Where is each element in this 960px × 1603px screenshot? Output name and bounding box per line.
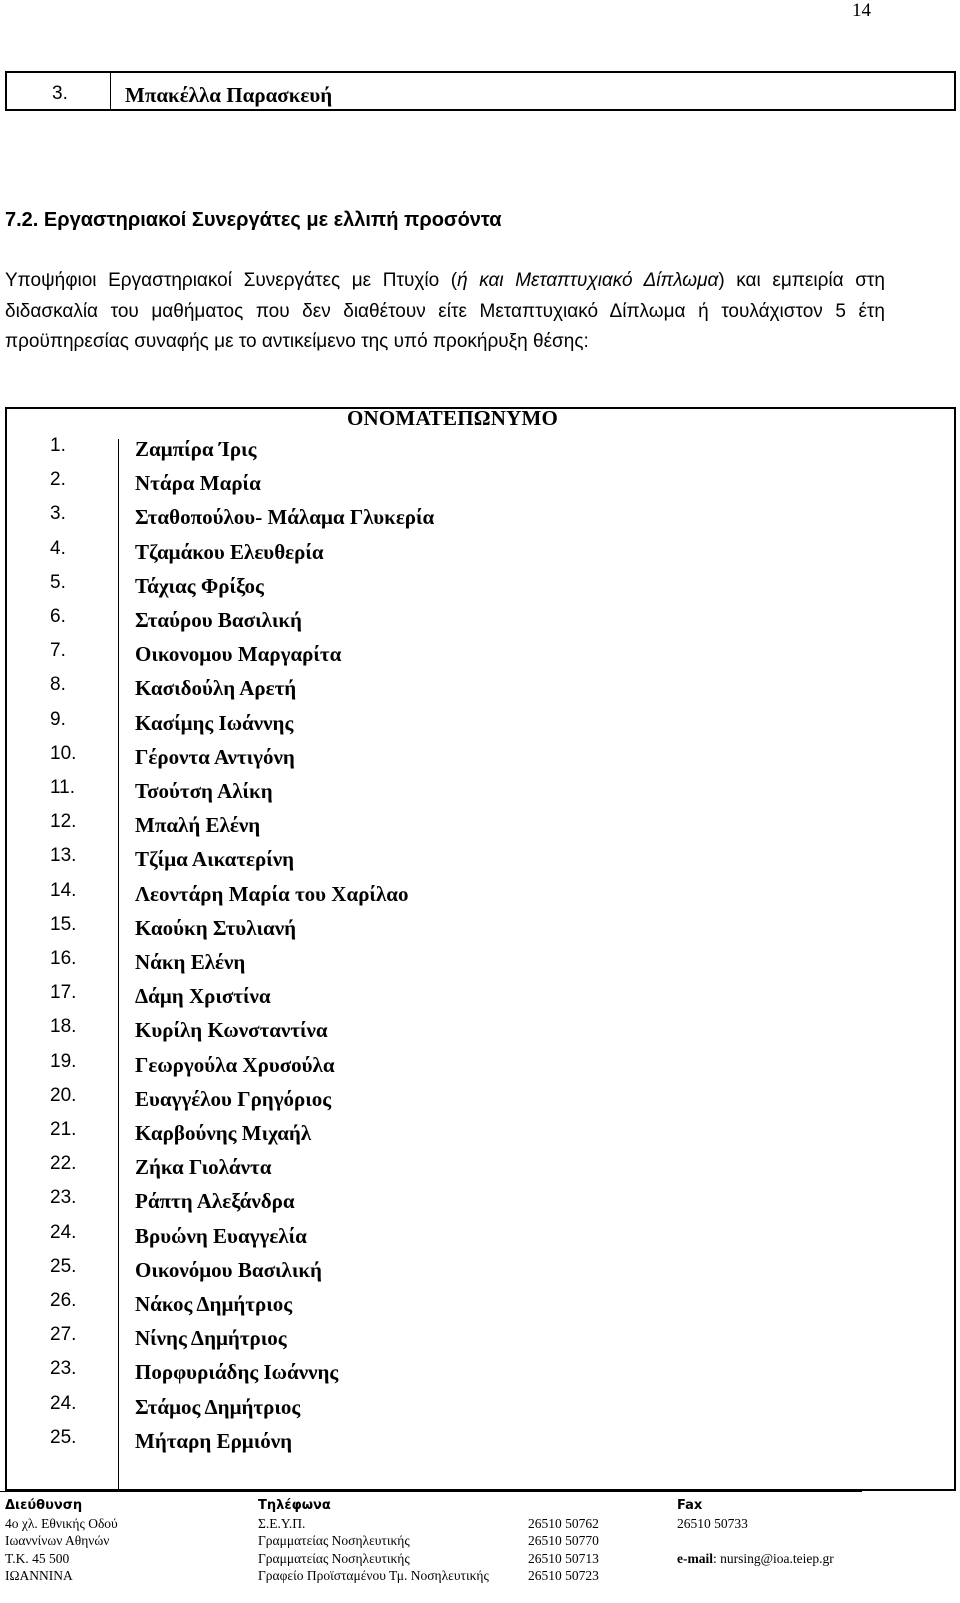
table-row [7, 1290, 954, 1324]
row-number: 9. [50, 708, 66, 730]
row-number: 12. [50, 811, 77, 833]
row-number: 18. [50, 1016, 77, 1038]
row-number: 16. [50, 948, 77, 969]
table-row [7, 880, 954, 914]
row-number: 7. [50, 640, 66, 662]
top-row-name: Μπακέλλα Παρασκευή [125, 83, 333, 107]
row-name: Καούκη Στυλιανή [135, 915, 297, 940]
row-number: 5. [50, 571, 66, 593]
row-name: Τάχιας Φρίξος [135, 573, 264, 598]
table-row [7, 469, 954, 503]
section-title: 7.2. Εργαστηριακοί Συνεργάτες με ελλιπή προσόντα [5, 209, 502, 231]
row-number: 14. [50, 879, 77, 901]
footer-phone-number: 26510 50762 [528, 1515, 599, 1531]
row-number: 3. [50, 503, 66, 525]
row-name: Γέροντα Αντιγόνη [135, 744, 295, 769]
row-name: Νάκος Δημήτριος [135, 1292, 293, 1316]
table-row [7, 572, 954, 606]
row-number: 22. [50, 1153, 77, 1175]
footer-phone-number: 26510 50713 [528, 1550, 599, 1566]
footer-address [5, 1497, 118, 1585]
row-number: 13. [50, 845, 77, 867]
row-name: Βρυώνη Ευαγγελία [135, 1223, 307, 1248]
row-name: Γεωργούλα Χρυσούλα [135, 1052, 335, 1077]
row-name: Οικονομου Μαργαρίτα [135, 642, 342, 667]
footer-address-line: 4ο χλ. Εθνικής Οδού [5, 1515, 118, 1531]
footer-fax-heading: Fax [677, 1498, 703, 1513]
names-table [5, 407, 956, 1491]
footer-email [677, 1550, 834, 1568]
footer-address-line: ΙΩΑΝΝΙΝΑ [5, 1568, 73, 1583]
footer-address-line: Τ.Κ. 45 500 [5, 1550, 70, 1566]
row-number: 23. [50, 1187, 77, 1209]
row-name: Ράπτη Αλεξάνδρα [135, 1189, 295, 1214]
footer-phone-number: 26510 50723 [528, 1568, 599, 1583]
table-row [7, 914, 954, 948]
table-row [7, 1187, 954, 1221]
table-row [7, 743, 954, 777]
row-number: 23. [50, 1358, 77, 1380]
table-row [7, 1222, 954, 1256]
table-row [7, 503, 954, 537]
footer-fax [677, 1497, 834, 1567]
row-number: 10. [50, 742, 77, 764]
row-number: 20. [50, 1084, 77, 1106]
row-name: Ευαγγέλου Γρηγόριος [135, 1086, 332, 1111]
row-name: Τζαμάκου Ελευθερία [135, 539, 324, 564]
table-row [7, 640, 954, 674]
row-name: Οικονόμου Βασιλική [135, 1257, 322, 1282]
top-table [5, 71, 956, 111]
row-name: Μήταρη Ερμιόνη [135, 1428, 293, 1453]
page-number: 14 [852, 0, 871, 21]
row-number: 24. [50, 1221, 77, 1243]
intro-italic: ή και Μεταπτυχιακό Δίπλωμα [457, 270, 719, 291]
footer-email-address: : nursing@ioa.teiep.gr [713, 1550, 834, 1566]
table-row [7, 1153, 954, 1187]
row-name: Σταύρου Βασιλική [135, 608, 302, 632]
row-name: Μπαλή Ελένη [135, 813, 261, 838]
row-number: 8. [50, 674, 66, 696]
intro-paragraph [5, 266, 885, 358]
table-row [7, 948, 954, 982]
row-name: Ζήκα Γιολάντα [135, 1155, 272, 1180]
footer-phone-label: Γραφείο Προϊσταμένου Τμ. Νοσηλευτικής [258, 1568, 489, 1583]
table-row [7, 982, 954, 1016]
table-row [7, 1051, 954, 1085]
row-number: 11. [50, 777, 76, 798]
footer-phones-heading: Τηλέφωνα [258, 1498, 331, 1513]
row-number: 27. [50, 1324, 77, 1346]
table-row [7, 1119, 954, 1153]
row-number: 1. [50, 435, 66, 456]
table-row [7, 1085, 954, 1119]
footer-fax-number: 26510 50733 [677, 1515, 748, 1531]
row-number: 21. [50, 1119, 77, 1140]
intro-text-2: ) και εμπειρία στη διδασκαλία του μαθήματος που δεν διαθέτουν είτε Μεταπτυχιακό Δίπλωμα ή τουλάχιστον 5 έτη προϋπηρεσίας συναφής με το αντικείμενο της υπό προκήρυξη θέσης: [5, 270, 886, 352]
footer-phone-label: Σ.Ε.Υ.Π. [258, 1515, 306, 1531]
table-row [7, 709, 954, 743]
table-row [7, 606, 954, 640]
row-number: 15. [50, 913, 77, 935]
row-number: 17. [50, 982, 77, 1004]
footer-address-line: Ιωαννίνων Αθηνών [5, 1533, 110, 1548]
row-name: Νίνης Δημήτριος [135, 1326, 287, 1351]
footer-address-heading: Διεύθυνση [5, 1498, 83, 1513]
table-row [7, 1016, 954, 1050]
row-name: Κυρίλη Κωνσταντίνα [135, 1018, 328, 1043]
row-name: Σταθοπούλου- Μάλαμα Γλυκερία [135, 505, 435, 530]
row-number: 2. [50, 469, 66, 491]
footer-phone-numbers [528, 1497, 599, 1585]
row-name: Τζίμα Αικατερίνη [135, 847, 295, 872]
footer-rule [0, 1491, 862, 1492]
row-name: Καρβούνης Μιχαήλ [135, 1121, 312, 1145]
footer-phone-number: 26510 50770 [528, 1533, 599, 1548]
table-row [7, 1427, 954, 1461]
row-number: 4. [50, 537, 66, 559]
table-row [7, 1324, 954, 1358]
row-name: Τσούτση Αλίκη [135, 779, 273, 803]
intro-text-1: Υποψήφιοι Εργαστηριακοί Συνεργάτες με Πτυχίο ( [5, 270, 458, 291]
row-number: 19. [50, 1050, 77, 1072]
names-table-header: ΟΝΟΜΑΤΕΠΩΝΥΜΟ [347, 406, 559, 430]
table-row [7, 777, 954, 811]
row-name: Ντάρα Μαρία [135, 471, 261, 496]
row-number: 25. [50, 1426, 77, 1448]
table-row [7, 1256, 954, 1290]
table-row [7, 1358, 954, 1392]
table-row [7, 1393, 954, 1427]
row-name: Κασίμης Ιωάννης [135, 710, 294, 735]
table-divider [110, 73, 111, 109]
table-row [7, 538, 954, 572]
table-row [7, 811, 954, 845]
footer-phone-label: Γραμματείας Νοσηλευτικής [258, 1533, 410, 1548]
table-row [7, 435, 954, 469]
table-row [7, 674, 954, 708]
footer-email-label: e-mail [677, 1550, 713, 1566]
footer-phone-label: Γραμματείας Νοσηλευτικής [258, 1550, 410, 1566]
row-number: 25. [50, 1255, 77, 1277]
row-number: 24. [50, 1392, 77, 1414]
row-number: 26. [50, 1290, 77, 1311]
row-name: Λεοντάρη Μαρία του Χαρίλαο [135, 881, 409, 906]
table-row [7, 845, 954, 879]
row-name: Στάμος Δημήτριος [135, 1394, 301, 1419]
row-number: 6. [50, 606, 66, 627]
footer-phones [258, 1497, 489, 1585]
top-row-number: 3. [52, 83, 68, 104]
row-name: Νάκη Ελένη [135, 950, 246, 974]
row-name: Κασιδούλη Αρετή [135, 676, 297, 701]
row-name: Πορφυριάδης Ιωάννης [135, 1360, 339, 1385]
row-name: Δάμη Χριστίνα [135, 984, 271, 1009]
row-name: Ζαμπίρα Ίρις [135, 437, 257, 461]
